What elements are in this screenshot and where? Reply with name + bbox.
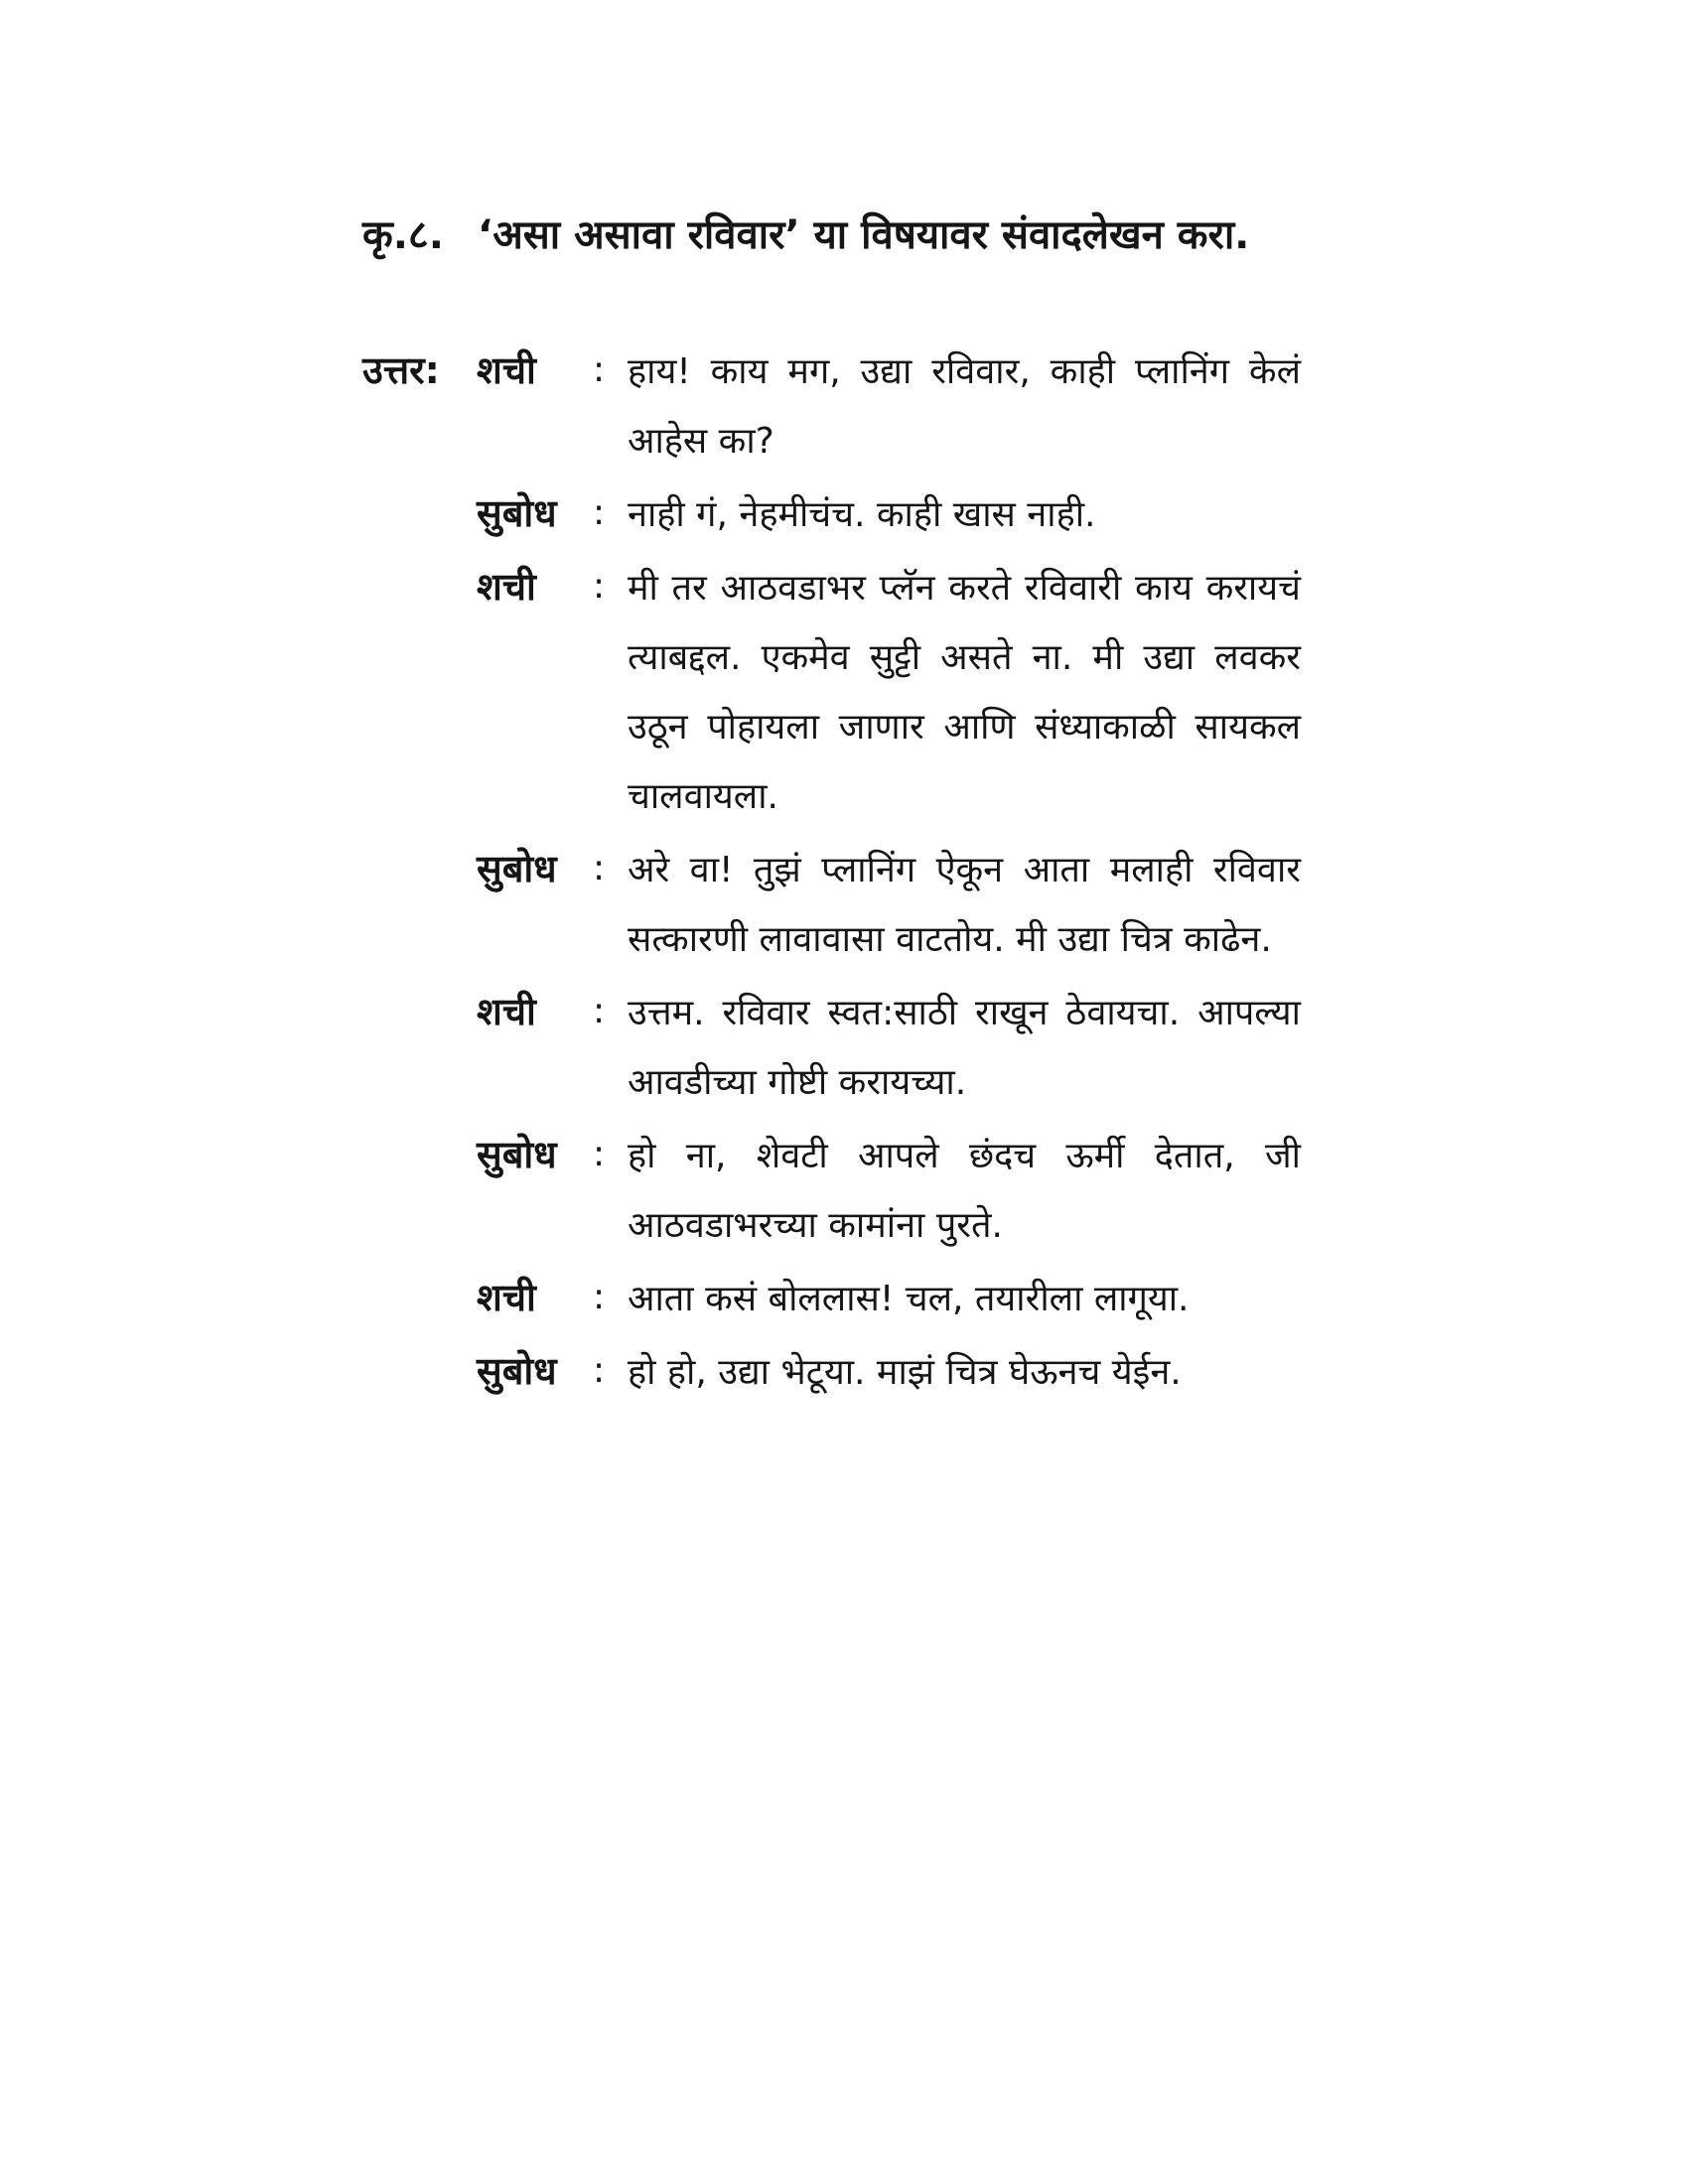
dialogue-text: हो ना, शेवटी आपले छंदच ऊर्मी देतात, जी आठवडाभरच्या कामांना पुरते. — [628, 1136, 1301, 1246]
dialogue-text: अरे वा! तुझं प्लानिंग ऐकून आता मलाही रविवार सत्कारणी लावावासा वाटतोय. मी उद्या चित्र काढेन. — [628, 850, 1301, 960]
dialogue-turn — [477, 836, 1301, 975]
question-number: कृ.८. — [362, 212, 444, 258]
dialogue-turn — [477, 338, 1301, 477]
speaker-separator: : — [593, 492, 606, 533]
dialogue-text: हो हो, उद्या भेटूया. माझं चित्र घेऊनच येईन. — [628, 1352, 1182, 1393]
speaker-name: सुबोध — [477, 1349, 557, 1393]
speaker-separator: : — [593, 349, 606, 390]
dialogue-turn — [477, 979, 1301, 1118]
dialogue-text: आता कसं बोललास! चल, तयारीला लागूया. — [628, 1279, 1190, 1319]
dialogue-text: मी तर आठवडाभर प्लॅन करते रविवारी काय करायचं त्याबद्दल. एकमेव सुट्टी असते ना. मी उद्या लवकर उठून पोहायला जाणार आणि संध्याकाळी सायकल चालवायला. — [628, 568, 1301, 817]
answer-label: उत्तर: — [362, 348, 440, 392]
speaker-name: सुबोध — [477, 847, 557, 890]
speaker-name: शची — [477, 1276, 536, 1319]
dialogue-turn — [477, 1338, 1301, 1408]
speaker-separator: : — [593, 1134, 606, 1174]
speaker-name: शची — [477, 565, 536, 609]
dialogue-text: हाय! काय मग, उद्या रविवार, काही प्लानिंग केलं आहेस का? — [628, 351, 1301, 462]
speaker-separator: : — [593, 566, 606, 607]
question-text: ‘असा असावा रविवार’ या विषयावर संवादलेखन करा. — [478, 212, 1250, 258]
speaker-name: शची — [477, 990, 536, 1033]
dialogue-turn — [477, 1122, 1301, 1261]
dialogue-turn — [477, 480, 1301, 550]
dialogue — [477, 338, 1301, 1412]
speaker-name: शची — [477, 348, 536, 392]
speaker-separator: : — [593, 1350, 606, 1391]
speaker-separator: : — [593, 1277, 606, 1317]
dialogue-turn — [477, 554, 1301, 832]
dialogue-text: नाही गं, नेहमीचंच. काही खास नाही. — [628, 494, 1096, 535]
speaker-separator: : — [593, 991, 606, 1031]
dialogue-turn — [477, 1265, 1301, 1334]
speaker-name: सुबोध — [477, 1133, 557, 1176]
speaker-separator: : — [593, 848, 606, 888]
speaker-name: सुबोध — [477, 491, 557, 535]
dialogue-text: उत्तम. रविवार स्वत:साठी राखून ठेवायचा. आपल्या आवडीच्या गोष्टी करायच्या. — [628, 993, 1301, 1103]
